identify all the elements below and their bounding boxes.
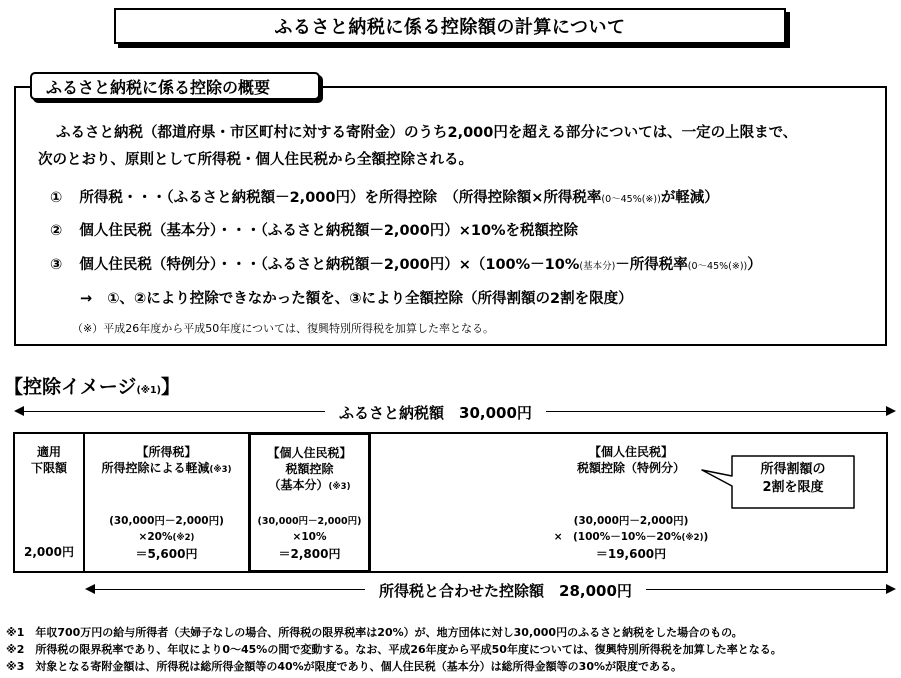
resident-special-header: 【個人住民税】 [588, 445, 673, 459]
overview-item-1 [50, 186, 719, 207]
min-amount-label1: 適用 [36, 445, 61, 459]
resident-basic-calc2: ×10% [292, 531, 327, 543]
page-title: ふるさと納税に係る控除額の計算について [114, 8, 786, 44]
resident-basic-result: ＝2,800円 [278, 547, 341, 561]
overview-arrow-line [80, 287, 633, 308]
footnote-2: ※2 所得税の限界税率であり、年収により0～45%の間で変動する。なお、平成26年度から平成50年度については、復興特別所得税を加算した率となる。 [6, 643, 782, 656]
footnote-3: ※3 対象となる寄附金額は、所得税は総所得金額等の40%が限度であり、個人住民税（基本分）は総所得金額等の30%が限度である。 [6, 660, 683, 673]
resident-basic-sub1: 税額控除 [285, 462, 334, 476]
income-tax-sub [85, 460, 248, 478]
item1-number: ① [50, 190, 63, 206]
item3-text: 個人住民税（特例分）・・・（ふるさと納税額－2,000円）×（100%－10% [79, 257, 580, 273]
resident-special-calc2-text: × (100%－10%－20% [553, 531, 682, 543]
overview-intro-line2: 次のとおり、原則として所得税・個人住民税から全額控除される。 [38, 152, 473, 168]
income-tax-result: ＝5,600円 [135, 547, 198, 561]
bottom-arrow-right-head-icon [886, 584, 896, 594]
top-arrow-label: ふるさと納税額 30,000円 [325, 402, 546, 423]
resident-basic-sub2-note: (※3) [328, 482, 351, 492]
income-tax-calc1: (30,000円－2,000円) [109, 515, 224, 527]
heading-close: 】 [160, 376, 180, 398]
arrow-text: ①、②により控除できなかった額を、③により全額控除（所得割額の2割を限度） [107, 291, 633, 307]
resident-special-calc2-tail: ) [703, 531, 709, 543]
resident-special-calc2-note: (※2) [681, 533, 704, 543]
item2-text: 個人住民税（基本分）・・・（ふるさと納税額－2,000円）×10%を税額控除 [79, 223, 579, 239]
resident-basic-sub2-text: （基本分） [268, 478, 329, 492]
item1-tail: が軽減） [660, 190, 719, 206]
min-amount-label2: 下限額 [30, 461, 67, 475]
resident-basic-calc1: (30,000円－2,000円) [257, 516, 362, 527]
item2-number: ② [50, 223, 63, 239]
resident-special-sub: 税額控除（特例分） [576, 461, 685, 475]
resident-special-result: ＝19,600円 [595, 547, 667, 561]
resident-special-calc2 [371, 530, 891, 546]
income-tax-sub-note: (※3) [209, 465, 232, 475]
item1-rate-note: (0～45%(※)) [601, 194, 661, 205]
bottom-arrow-label: 所得税と合わせた控除額 28,000円 [365, 580, 646, 601]
callout-line2: 2割を限度 [762, 480, 824, 495]
overview-item-2 [50, 219, 578, 240]
callout-line1: 所得割額の [760, 462, 826, 477]
overview-intro-line1: ふるさと納税（都道府県・市区町村に対する寄附金）のうち2,000円を超える部分については、一定の上限まで、 [56, 125, 798, 141]
income-tax-sub-text: 所得控除による軽減 [101, 461, 210, 475]
heading-note: (※1) [136, 385, 161, 396]
right-arrow-icon: → [80, 291, 93, 307]
resident-basic-header: 【個人住民税】 [267, 446, 352, 460]
resident-basic-sub2 [251, 477, 368, 495]
income-tax-cell [83, 432, 250, 573]
min-amount-cell [13, 432, 85, 573]
item3-number: ③ [50, 257, 63, 273]
footnote-1: ※1 年収700万円の給与所得者（夫婦子なしの場合、所得税の限界税率は20%）が、地方団体に対し30,000円のふるさと納税をした場合のもの。 [6, 626, 743, 639]
income-tax-calc2 [85, 530, 248, 546]
item3-basic-note: (基本分) [579, 261, 616, 272]
item3-tail: ） [747, 257, 762, 273]
item1-text: 所得税・・・（ふるさと納税額－2,000円）を所得控除 （所得控除額×所得税率 [79, 190, 602, 206]
overview-item-3 [50, 253, 762, 274]
income-tax-calc2-text: ×20% [138, 531, 173, 543]
income-tax-header: 【所得税】 [136, 445, 197, 459]
min-amount-value: 2,000円 [24, 545, 74, 559]
overview-note: （※）平成26年度から平成50年度については、復興特別所得税を加算した率となる。 [72, 322, 494, 335]
income-tax-calc2-note: (※2) [172, 533, 195, 543]
item3-mid: －所得税率 [615, 257, 688, 273]
heading-open: 【控除イメージ [4, 376, 137, 398]
item3-rate-note: (0～45%(※)) [687, 261, 748, 272]
overview-tab-label: ふるさと納税に係る控除の概要 [30, 72, 320, 100]
arrow-right-head-icon [886, 406, 896, 416]
resident-tax-basic-cell [248, 432, 371, 573]
resident-special-calc1: (30,000円－2,000円) [573, 515, 689, 527]
image-section-heading [4, 372, 180, 399]
